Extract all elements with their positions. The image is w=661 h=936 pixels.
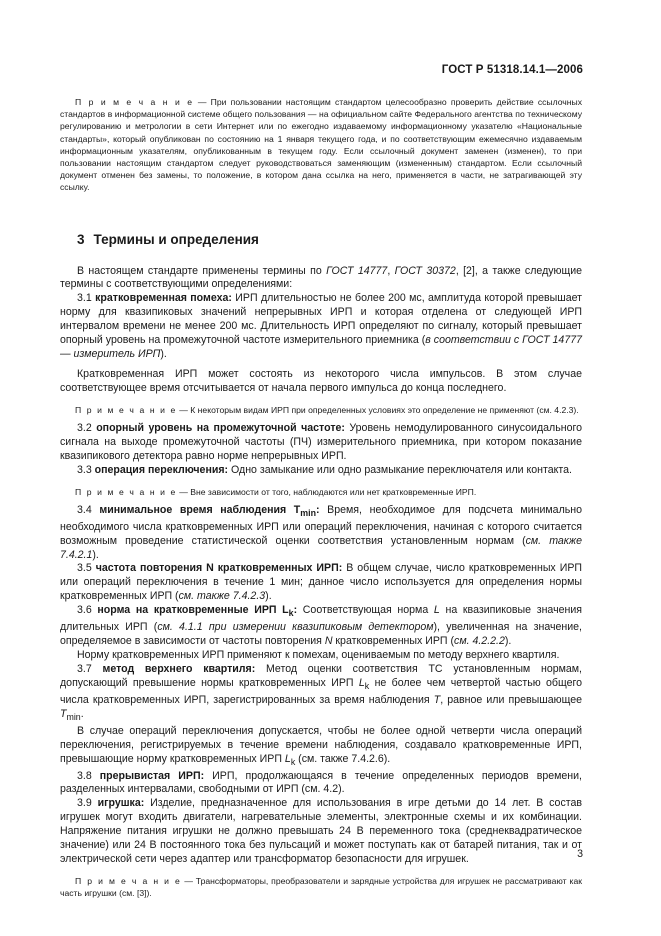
- note-label: П р и м е ч а н и е: [75, 486, 177, 497]
- term-definition-2: не более чем четвертой частью общего числа кратковременных ИРП, зарегистрированных за время наблюдения: [60, 676, 583, 706]
- term-definition: В общем случае, число кратковременных ИРП или операций переключения в течение 1 мин; данное число используется для определения нормы кратковременных ИРП (: [60, 562, 583, 603]
- term-definition: ИРП длительностью не более 200 мс, амплитуда которой превышает норму для квазипиковых значений непрерывных ИРП и которая отделена от следующей ИРП интервалом времени не менее 200 мс. Длительность ИРП определяют по сигналу, который превышает опорный уровень на промежуточной частоте измерительного приемника (: [60, 292, 583, 347]
- term-name: игрушка:: [97, 797, 145, 810]
- symbol-l-subscript: k: [364, 680, 370, 691]
- term-definition: Уровень немодулированного синусоидального сигнала на выходе промежуточной частоты (ПЧ) измерительного приемника, при котором показание квазипикового детектора равно норме непрерывных ИРП.: [60, 421, 582, 462]
- term-end: ).: [160, 347, 167, 360]
- term-definition-2: на квазипиковые значения длительных ИРП (: [60, 604, 583, 634]
- term-end: ).: [265, 590, 272, 603]
- term-reference: в соответствии с ГОСТ 14777 — измеритель ИРП: [60, 334, 582, 360]
- intro-ref-1: ГОСТ 14777: [326, 264, 388, 277]
- symbol-l: L: [433, 604, 440, 617]
- term-end: .: [80, 707, 84, 720]
- section-title: Термины и определения: [93, 231, 259, 247]
- term-reference: см. также 7.4.2.1: [60, 534, 582, 561]
- term-3-1-extra: Кратковременная ИРП может состоять из некоторого числа импульсов. В этом случае соответствующее время отсчитывается от начала первого импульса до конца последнего.: [60, 367, 582, 394]
- term-definition-4: кратковременных ИРП (: [332, 635, 455, 648]
- term-number: 3.2: [77, 421, 97, 434]
- note-text: — При пользовании настоящим стандартом целесообразно проверить действие ссылочных стандартов в информационной системе общего пользования — на официальном сайте Федерального агентства по техническому регулированию и метрологии в сети Интернет или по ежегодно издаваемому информационному указателю «Национальные стандарты», который опубликован по состоянию на 1 января текущего года, и по соответствующим ежемесячно издаваемым информационным указателям, опубликованным в текущем году. Если ссылочный документ заменен (изменен), то при пользовании настоящим стандартом следует руководствоваться заменяющим (измененным) стандартом. Если ссылочный документ отменен без замены, то положение, в котором дана ссылка на него, применяется в части, не затрагивающей эту ссылку.: [60, 97, 583, 193]
- note-3-9: [60, 875, 582, 899]
- note-label: П р и м е ч а н и е: [75, 875, 182, 886]
- term-definition-1: Метод оценки соответствия ТС установленным нормам, допускающий превышение нормы кратковременных ИРП: [60, 662, 583, 689]
- note-label: П р и м е ч а н и е: [75, 97, 194, 107]
- symbol-n: N: [324, 635, 333, 648]
- intro-text-1: В настоящем стандарте применены термины по: [77, 264, 327, 277]
- note-label: П р и м е ч а н и е: [75, 404, 177, 415]
- term-number: 3.6: [77, 604, 98, 617]
- term-definition: Одно замыкание или одно размыкание переключателя или контакта.: [228, 463, 572, 476]
- term-3-3: [60, 464, 582, 478]
- term-reference: см. также 7.4.2.3: [178, 590, 266, 603]
- term-name: [97, 604, 298, 619]
- term-definition-3: ), увеличенная на значение, определяемое в зависимости от частоты повторения: [60, 621, 583, 648]
- symbol-t-min: T: [60, 707, 67, 720]
- term-3-2: [60, 422, 582, 464]
- term-name: кратковременная помеха:: [95, 292, 232, 305]
- intro-ref-2: ГОСТ 30372: [394, 264, 456, 277]
- symbol-l-subscript: k: [290, 756, 296, 767]
- term-definition-1: Соответствующая норма: [297, 604, 434, 617]
- symbol-t-min-subscript: min: [66, 711, 81, 722]
- term-number: 3.1: [77, 292, 96, 305]
- term-3-9: [60, 797, 582, 867]
- term-name-text: норма на кратковременные ИРП L: [97, 604, 289, 617]
- symbol-l: L: [358, 676, 365, 689]
- term-definition-3: , равное или превышающее: [440, 693, 582, 706]
- term-3-7-extra: [60, 725, 582, 770]
- term-name-text: минимальное время наблюдения T: [99, 503, 301, 516]
- note-text: — К некоторым видам ИРП при определенных условиях это определение не применяют (см. 4.2.3).: [176, 404, 579, 415]
- term-definition: ИРП, продолжающаяся в течение определенных периодов времени, разделенных интервалами, свободными от ИРП (см. 4.2).: [60, 769, 582, 796]
- term-3-1: [60, 292, 582, 362]
- note-text: — Вне зависимости от того, наблюдаются или нет кратковременные ИРП.: [176, 486, 477, 497]
- term-end: (см. также 7.4.2.6).: [295, 752, 391, 765]
- term-name: операция переключения:: [94, 463, 229, 476]
- term-number: 3.4: [77, 503, 100, 516]
- term-end: ).: [504, 635, 512, 648]
- section-heading: [77, 233, 582, 247]
- intro-text-2: ,: [387, 264, 395, 277]
- page-content: [60, 96, 582, 903]
- term-number: 3.3: [77, 463, 95, 476]
- intro-text-3: , [2], а также следующие термины с соответствующими определениями:: [60, 264, 583, 291]
- symbol-l: L: [284, 752, 291, 765]
- term-name: частота повторения N кратковременных ИРП:: [95, 562, 343, 575]
- term-3-6: [60, 604, 582, 649]
- section-intro: [60, 265, 582, 293]
- term-definition-1: В случае операций переключения допускается, чтобы не более одной четверти числа операций переключения, регистрируемых в течение времени наблюдения, создавало кратковременные ИРП, превышающие норму кратковременных ИРП: [60, 724, 582, 765]
- term-number: 3.9: [77, 797, 98, 810]
- term-colon: :: [316, 503, 320, 516]
- note-3-1: [60, 404, 582, 416]
- term-number: 3.8: [77, 769, 100, 782]
- term-name: прерывистая ИРП:: [99, 769, 205, 782]
- document-id: ГОСТ Р 51318.14.1—2006: [441, 64, 583, 76]
- term-subscript: k: [288, 608, 294, 619]
- term-3-8: [60, 770, 582, 798]
- term-reference-2: см. 4.2.2.2: [454, 635, 505, 648]
- term-3-5: [60, 562, 582, 604]
- term-end: ).: [92, 548, 99, 561]
- term-name: [99, 504, 319, 516]
- term-reference-1: см. 4.1.1 при измерении квазипиковым детектором: [157, 621, 434, 634]
- term-name: опорный уровень на промежуточной частоте:: [96, 421, 345, 434]
- note-3-3: [60, 486, 582, 498]
- term-3-7: [60, 663, 582, 725]
- term-definition: Изделие, предназначенное для использования в игре детьми до 14 лет. В состав игрушек могут входить двигатели, нагревательные элементы, электронные схемы и их комбинации. Напряжение питания игрушки не должно превышать 24 В переменного тока (среднеквадратическое значение) или 24 В постоянного тока без пульсаций и может поступать как от батарей питания, так и от электрической сети через адаптер или трансформатор безопасности для игрушек.: [60, 797, 583, 866]
- symbol-t: T: [433, 693, 441, 706]
- term-definition: Время, необходимое для подсчета минимально необходимого числа кратковременных ИРП или операций переключения, начиная с которого считается возможным проведение статистической оценки соответствия установленным нормам (: [60, 503, 583, 547]
- term-colon: :: [293, 604, 298, 617]
- note-references: [60, 96, 582, 194]
- page-number: 3: [577, 848, 583, 860]
- note-text: — Трансформаторы, преобразователи и зарядные устройства для игрушек не рассматривают как часть игрушки (см. [3]).: [60, 875, 582, 899]
- term-number: 3.7: [77, 662, 103, 675]
- term-3-6-extra: Норму кратковременных ИРП применяют к помехам, оцениваемым по методу верхнего квартиля.: [77, 649, 560, 661]
- term-3-4: [60, 504, 582, 563]
- term-number: 3.5: [77, 562, 96, 575]
- term-subscript: min: [300, 507, 316, 518]
- section-number: 3: [77, 231, 85, 247]
- term-name: метод верхнего квартиля:: [102, 662, 256, 675]
